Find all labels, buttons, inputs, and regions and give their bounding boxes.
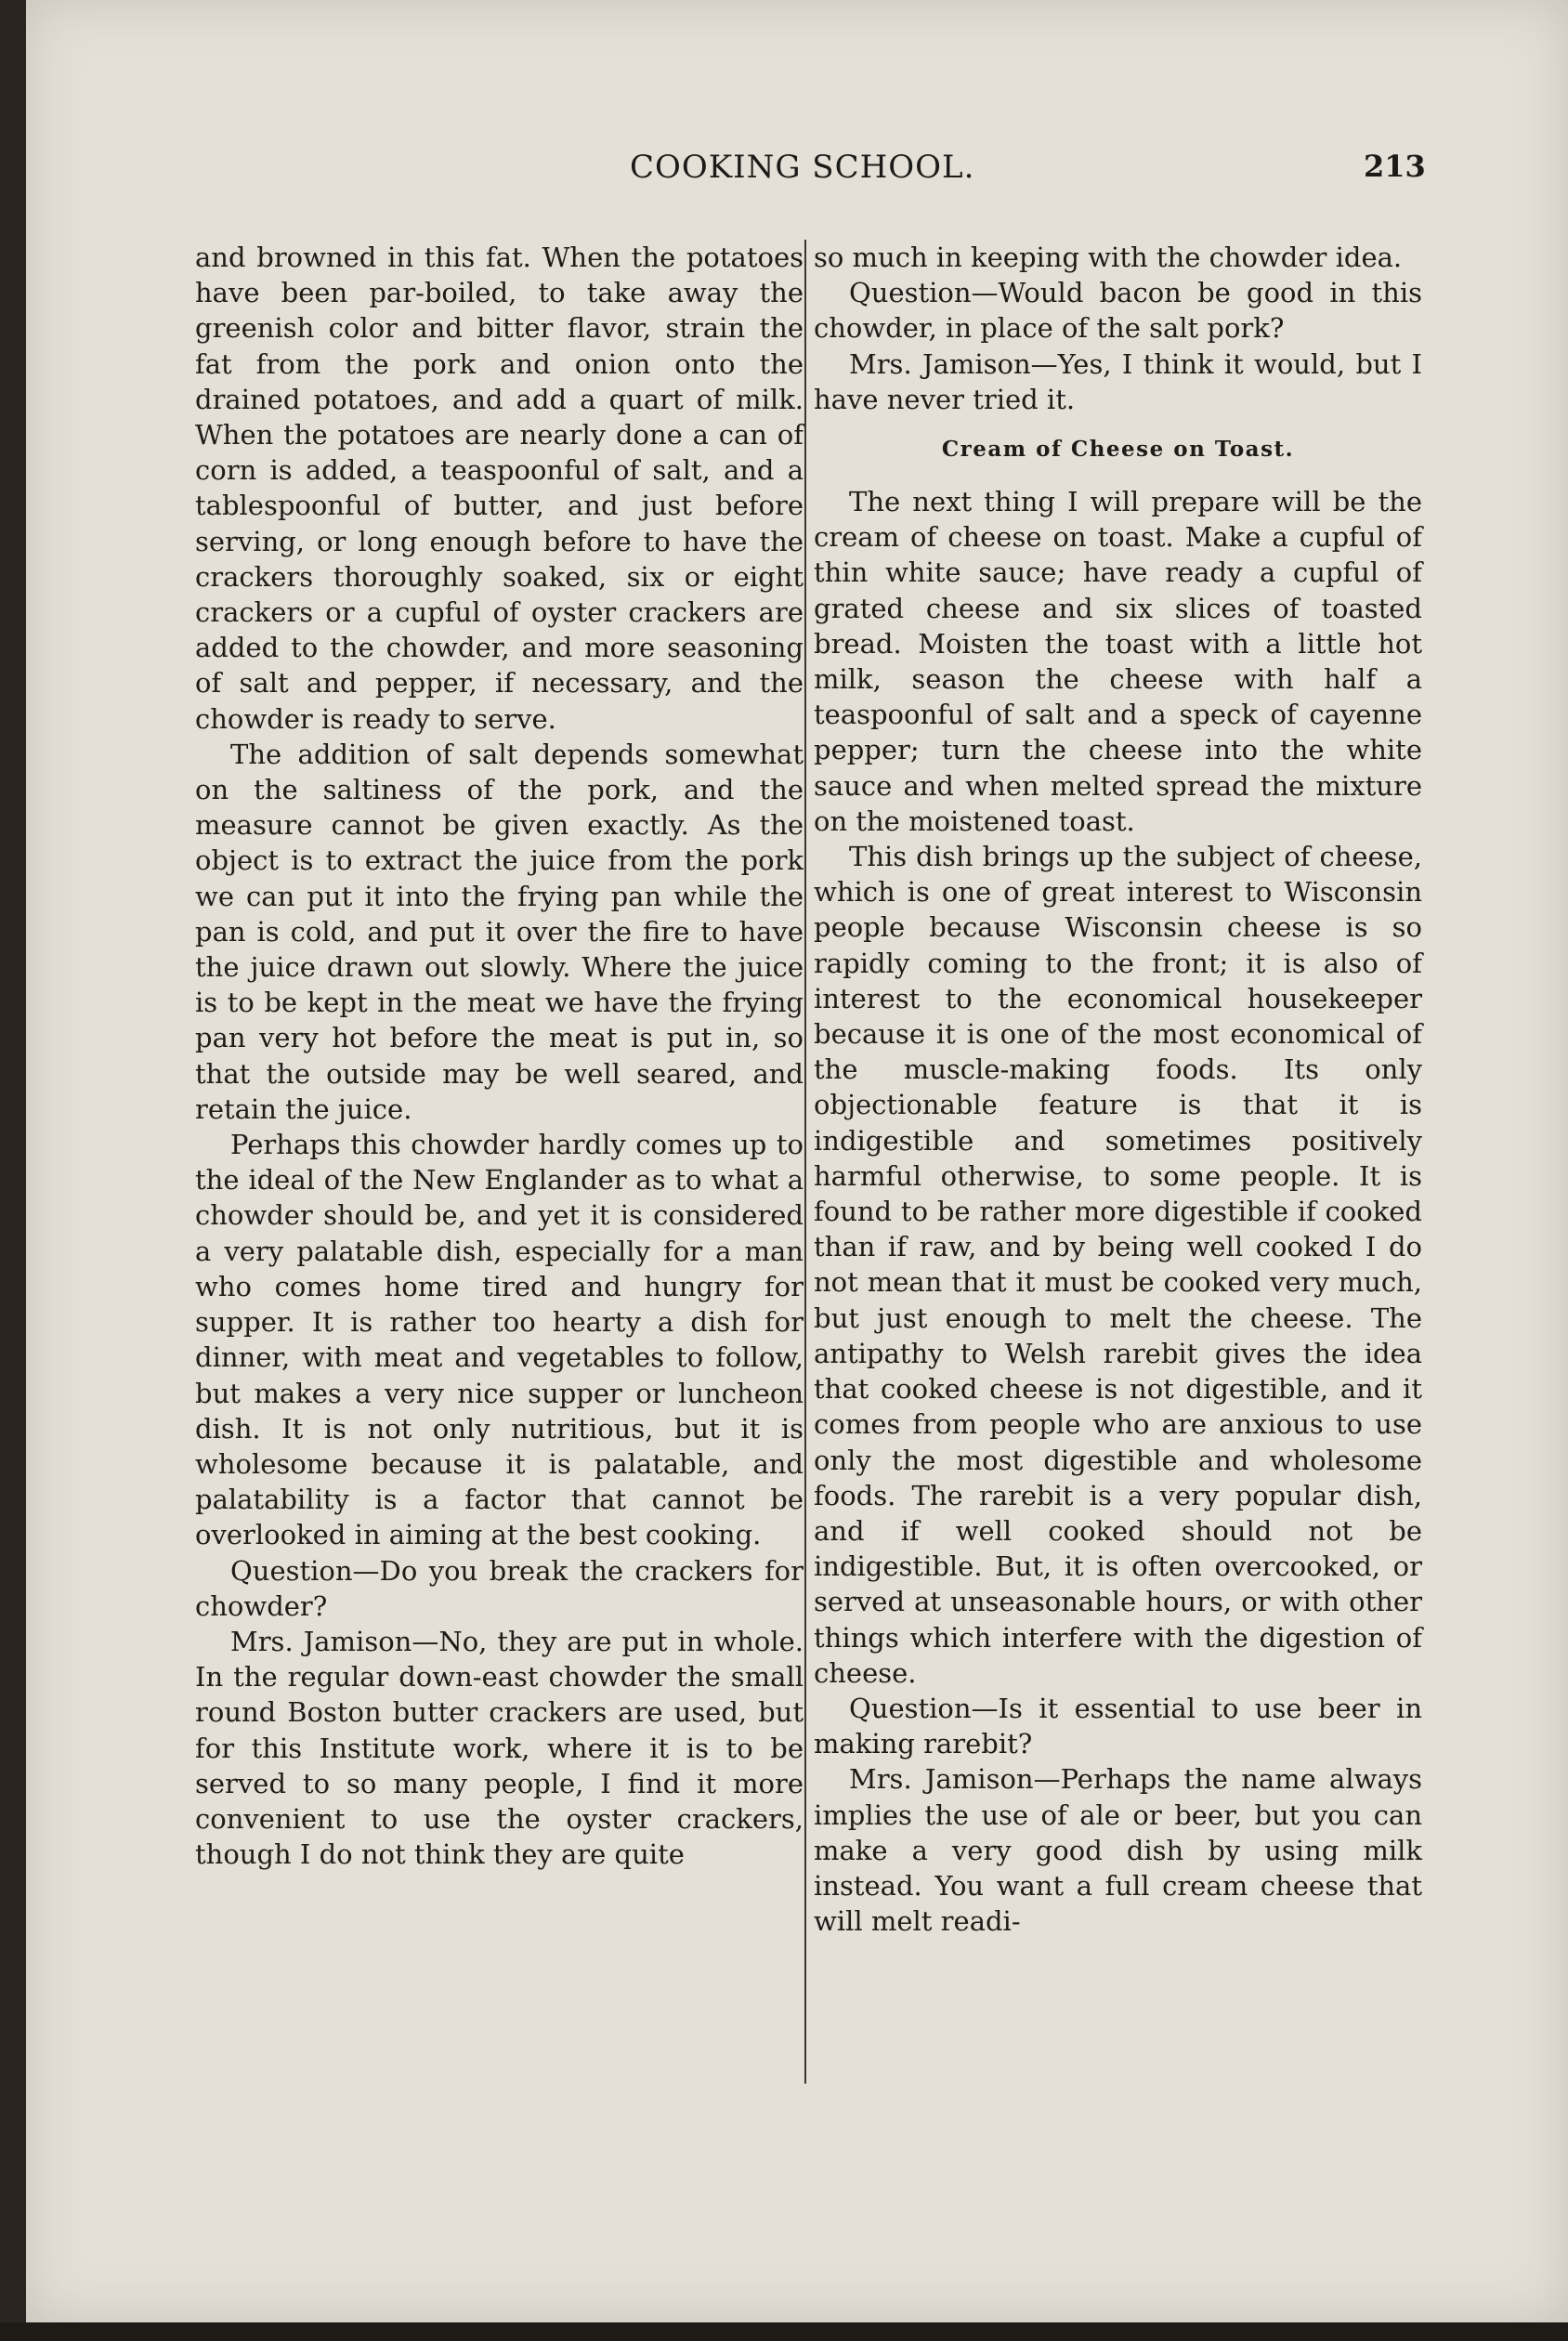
page-bottom-edge <box>0 2322 1568 2341</box>
paragraph: This dish brings up the subject of cheese, which is one of great interest to Wisconsin people because Wisconsin cheese is so rapidly coming to the front; it is also of interest to the economical housekeeper because it is one of the most economical of the muscle-making foods. Its only objectionable feature is that it is indigestible and sometimes positively harmful otherwise, to some people. It is found to be rather more digestible if cooked than if raw, and by being well cooked I do not mean that it must be cooked very much, but just enough to melt the cheese. The antipathy to Welsh rarebit gives the idea that cooked cheese is not digestible, and it comes from people who are anxious to use only the most digestible and wholesome foods. The rarebit is a very popular dish, and if well cooked should not be indigestible. But, it is often overcooked, or served at unseasonable hours, or with other things which interfere with the digestion of cheese. <box>814 841 1422 1689</box>
paragraph: Mrs. Jamison—Perhaps the name always implies the use of ale or beer, but you can make a very good dish by using milk instead. You want a full cream cheese that will melt readi- <box>814 1763 1422 1938</box>
page-number: 213 <box>1364 149 1426 184</box>
column-divider <box>804 240 806 2084</box>
right-column <box>814 240 1422 1939</box>
paragraph: Question—Would bacon be good in this chowder, in place of the salt pork? <box>814 277 1422 345</box>
paragraph: The addition of salt depends somewhat on the saltiness of the pork, and the measure cannot be given exactly. As the object is to extract the juice from the pork we can put it into the frying pan while the pan is cold, and put it over the fire to have the juice drawn out slowly. Where the juice is to be kept in the meat we have the frying pan very hot before the meat is put in, so that the outside may be well seared, and retain the juice. <box>195 738 804 1125</box>
page-header <box>26 149 1568 195</box>
paragraph: Question—Do you break the crackers for chowder? <box>195 1554 804 1622</box>
paragraph: The next thing I will prepare will be the cream of cheese on toast. Make a cupful of thin white sauce; have ready a cupful of grated cheese and six slices of toasted bread. Moisten the toast with a little hot milk, season the cheese with half a teaspoonful of salt and a speck of cayenne pepper; turn the cheese into the white sauce and when melted spread the mixture on the moistened toast. <box>814 486 1422 837</box>
paragraph: so much in keeping with the chowder idea. <box>814 242 1403 273</box>
left-column <box>195 240 804 1872</box>
running-head: COOKING SCHOOL. <box>630 149 975 186</box>
paragraph: Question—Is it essential to use beer in making rarebit? <box>814 1692 1422 1760</box>
paragraph: Mrs. Jamison—Yes, I think it would, but I have never tried it. <box>814 347 1422 415</box>
section-heading: Cream of Cheese on Toast. <box>941 437 1295 463</box>
paragraph: Mrs. Jamison—No, they are put in whole. In the regular down-east chowder the small round Boston butter crackers are used, but for this Institute work, where it is to be served to so many people, I find it more convenient to use the oyster crackers, though I do not think they are quite <box>195 1625 804 1871</box>
paragraph: and browned in this fat. When the potatoes have been par-boiled, to take away the greenish color and bitter flavor, strain the fat from the pork and onion onto the drained potatoes, and add a quart of milk. When the potatoes are nearly done a can of corn is added, a teaspoonful of salt, and a tablespoonful of butter, and just before serving, or long enough before to have the crackers thoroughly soaked, six or eight crackers or a cupful of oyster crackers are added to the chowder, and more seasoning of salt and pepper, if necessary, and the chowder is ready to serve. <box>195 242 804 735</box>
paragraph: Perhaps this chowder hardly comes up to the ideal of the New Englander as to what a chowder should be, and yet it is considered a very palatable dish, especially for a man who comes home tired and hungry for supper. It is rather too hearty a dish for dinner, with meat and vegetables to follow, but makes a very nice supper or luncheon dish. It is not only nutritious, but it is wholesome because it is palatable, and palatability is a factor that cannot be overlooked in aiming at the best cooking. <box>195 1129 804 1551</box>
book-page <box>26 0 1568 2322</box>
